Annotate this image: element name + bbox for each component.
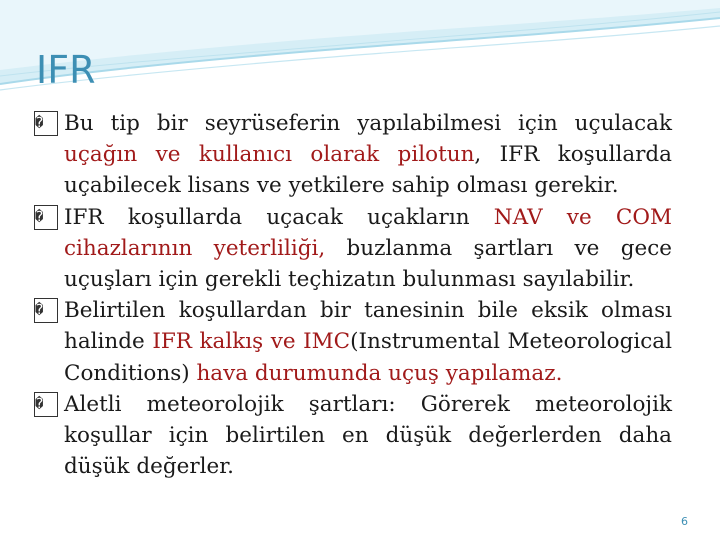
paragraph-text: buzlanma şartları ve gece uçuşları için gerekli teçhizatın bulunması sayılabilir.: [64, 235, 672, 293]
page-number: 6: [681, 515, 688, 528]
bullet-marker-icon: �: [34, 392, 58, 417]
slide-title: IFR: [36, 48, 96, 92]
bullet-paragraph: [34, 295, 672, 389]
highlighted-text: hava durumunda uçuş yapılamaz.: [196, 360, 563, 386]
bullet-list: [34, 108, 672, 482]
paragraph-text: IFR koşullarda uçacak uçakların: [64, 204, 494, 230]
bullet-marker-icon: �: [34, 298, 58, 323]
bullet-marker-icon: �: [34, 111, 58, 136]
header-wave-decoration: [0, 0, 720, 110]
paragraph-text: , IFR koşullarda uçabilecek lisans ve yetkilere sahip olması gerekir.: [64, 142, 672, 199]
bullet-paragraph: [34, 202, 672, 296]
paragraph-text: Aletli meteorolojik şartları: Görerek meteorolojik koşullar için belirtilen en düşük değerlerden daha düşük değerler.: [64, 391, 672, 480]
paragraph-text: (Instrumental Meteorological Conditions): [64, 329, 672, 386]
paragraph-text: Bu tip bir seyrüseferin yapılabilmesi için uçulacak: [64, 111, 672, 136]
bullet-paragraph: [34, 389, 672, 483]
bullet-paragraph: [34, 108, 672, 202]
paragraph-text: Belirtilen koşullardan bir tanesinin bile eksik olması halinde: [64, 298, 672, 355]
highlighted-text: uçağın ve kullanıcı olarak pilotun: [64, 142, 475, 168]
highlighted-text: IFR kalkış ve IMC: [152, 329, 351, 355]
bullet-marker-icon: �: [34, 205, 58, 230]
highlighted-text: NAV ve COM cihazlarının yeterliliği,: [64, 204, 672, 261]
